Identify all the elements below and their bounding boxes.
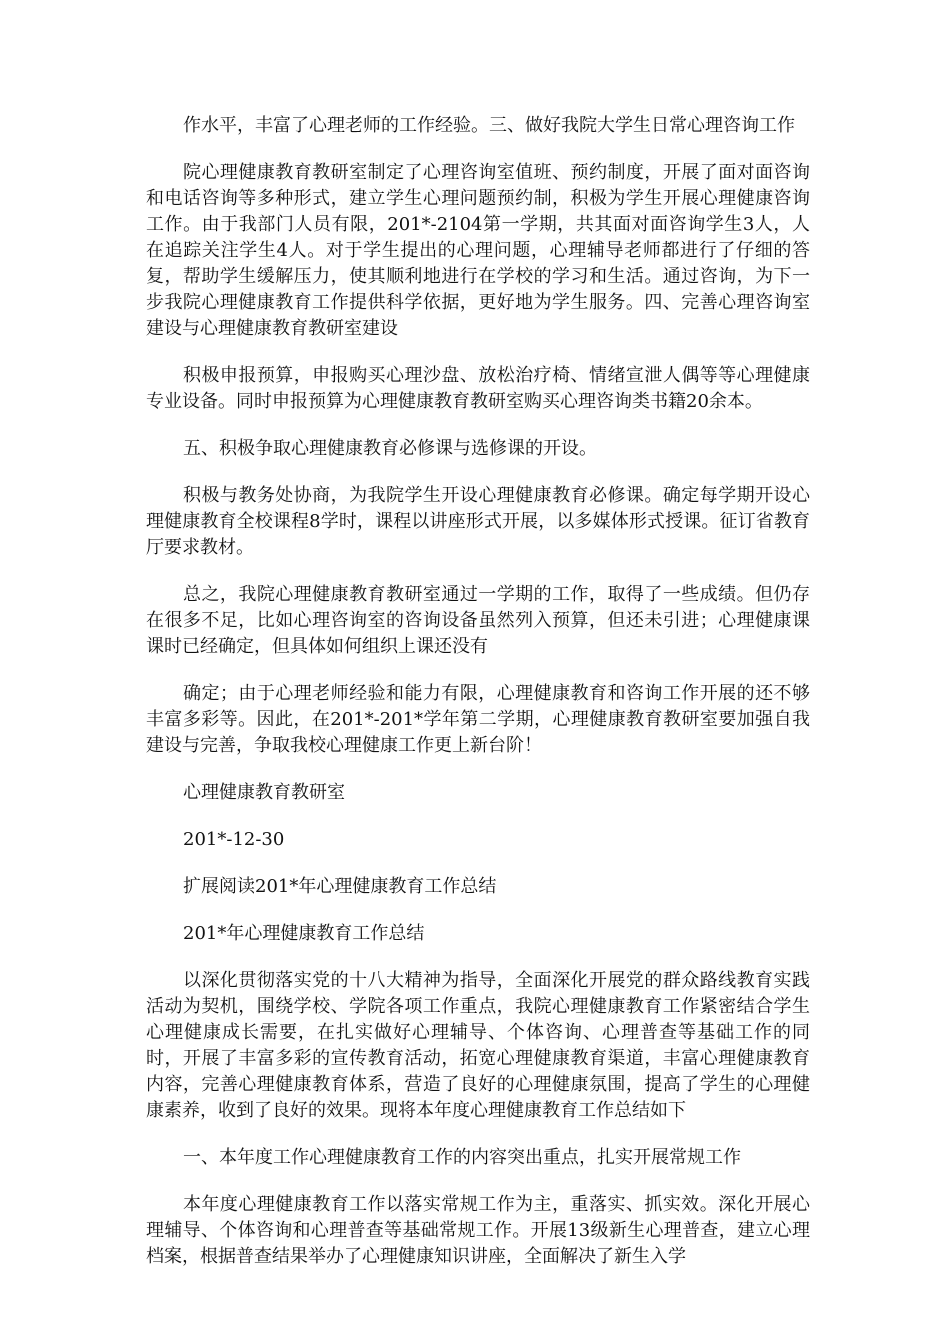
paragraph-consultation: 院心理健康教育教研室制定了心理咨询室值班、预约制度，开展了面对面咨询和电话咨询等多种形式，建立学生心理问题预约制，积极为学生开展心理健康咨询工作。由于我部门人员有限，201*-2104第一学期，共其面对面咨询学生3人，人在追踪关注学生4人。对于学生提出的心理问题，心理辅导老师都进行了仔细的答复，帮助学生缓解压力，使其顺利地进行在学校的学习和生活。通过咨询，为下一步我院心理健康教育工作提供科学依据，更好地为学生服务。四、完善心理咨询室建设与心理健康教育教研室建设 — [146, 162, 810, 339]
section-heading-routine: 一、本年度工作心理健康教育工作的内容突出重点，扎实开展常规工作 — [183, 1147, 741, 1168]
section-heading-courses: 五、积极争取心理健康教育必修课与选修课的开设。 — [183, 438, 597, 459]
paragraph-continuation: 作水平，丰富了心理老师的工作经验。三、做好我院大学生日常心理咨询工作 — [183, 115, 795, 136]
signature-date: 201*-12-30 — [183, 829, 285, 850]
paragraph-budget: 积极申报预算，申报购买心理沙盘、放松治疗椅、情绪宣泄人偶等等心理健康专业设备。同时申报预算为心理健康教育教研室购买心理咨询类书籍20余本。 — [146, 365, 810, 412]
paragraph-intro: 以深化贯彻落实党的十八大精神为指导，全面深化开展党的群众路线教育实践活动为契机，围绕学校、学院各项工作重点，我院心理健康教育工作紧密结合学生心理健康成长需要，在扎实做好心理辅导、个体咨询、心理普查等基础工作的同时，开展了丰富多彩的宣传教育活动，拓宽心理健康教育渠道，丰富心理健康教育内容，完善心理健康教育体系，营造了良好的心理健康氛围，提高了学生的心理健康素养，收到了良好的效果。现将本年度心理健康教育工作总结如下 — [146, 970, 810, 1121]
paragraph-courses: 积极与教务处协商，为我院学生开设心理健康教育必修课。确定每学期开设心理健康教育全校课程8学时，课程以讲座形式开展，以多媒体形式授课。征订省教育厅要求教材。 — [146, 485, 810, 558]
paragraph-summary: 总之，我院心理健康教育教研室通过一学期的工作，取得了一些成绩。但仍存在很多不足，比如心理咨询室的咨询设备虽然列入预算，但还未引进；心理健康课课时已经确定，但具体如何组织上课还没有 — [146, 584, 810, 657]
paragraph-routine: 本年度心理健康教育工作以落实常规工作为主，重落实、抓实效。深化开展心理辅导、个体咨询和心理普查等基础常规工作。开展13级新生心理普查，建立心理档案，根据普查结果举办了心理健康知识讲座，全面解决了新生入学 — [146, 1194, 810, 1267]
report-title: 201*年心理健康教育工作总结 — [183, 923, 425, 944]
extended-reading-title: 扩展阅读201*年心理健康教育工作总结 — [183, 876, 497, 897]
paragraph-summary-cont: 确定；由于心理老师经验和能力有限，心理健康教育和咨询工作开展的还不够丰富多彩等。因此，在201*-201*学年第二学期，心理健康教育教研室要加强自我建设与完善，争取我校心理健康工作更上新台阶！ — [146, 683, 810, 756]
document-page — [146, 113, 810, 1291]
signature-department: 心理健康教育教研室 — [183, 782, 345, 803]
